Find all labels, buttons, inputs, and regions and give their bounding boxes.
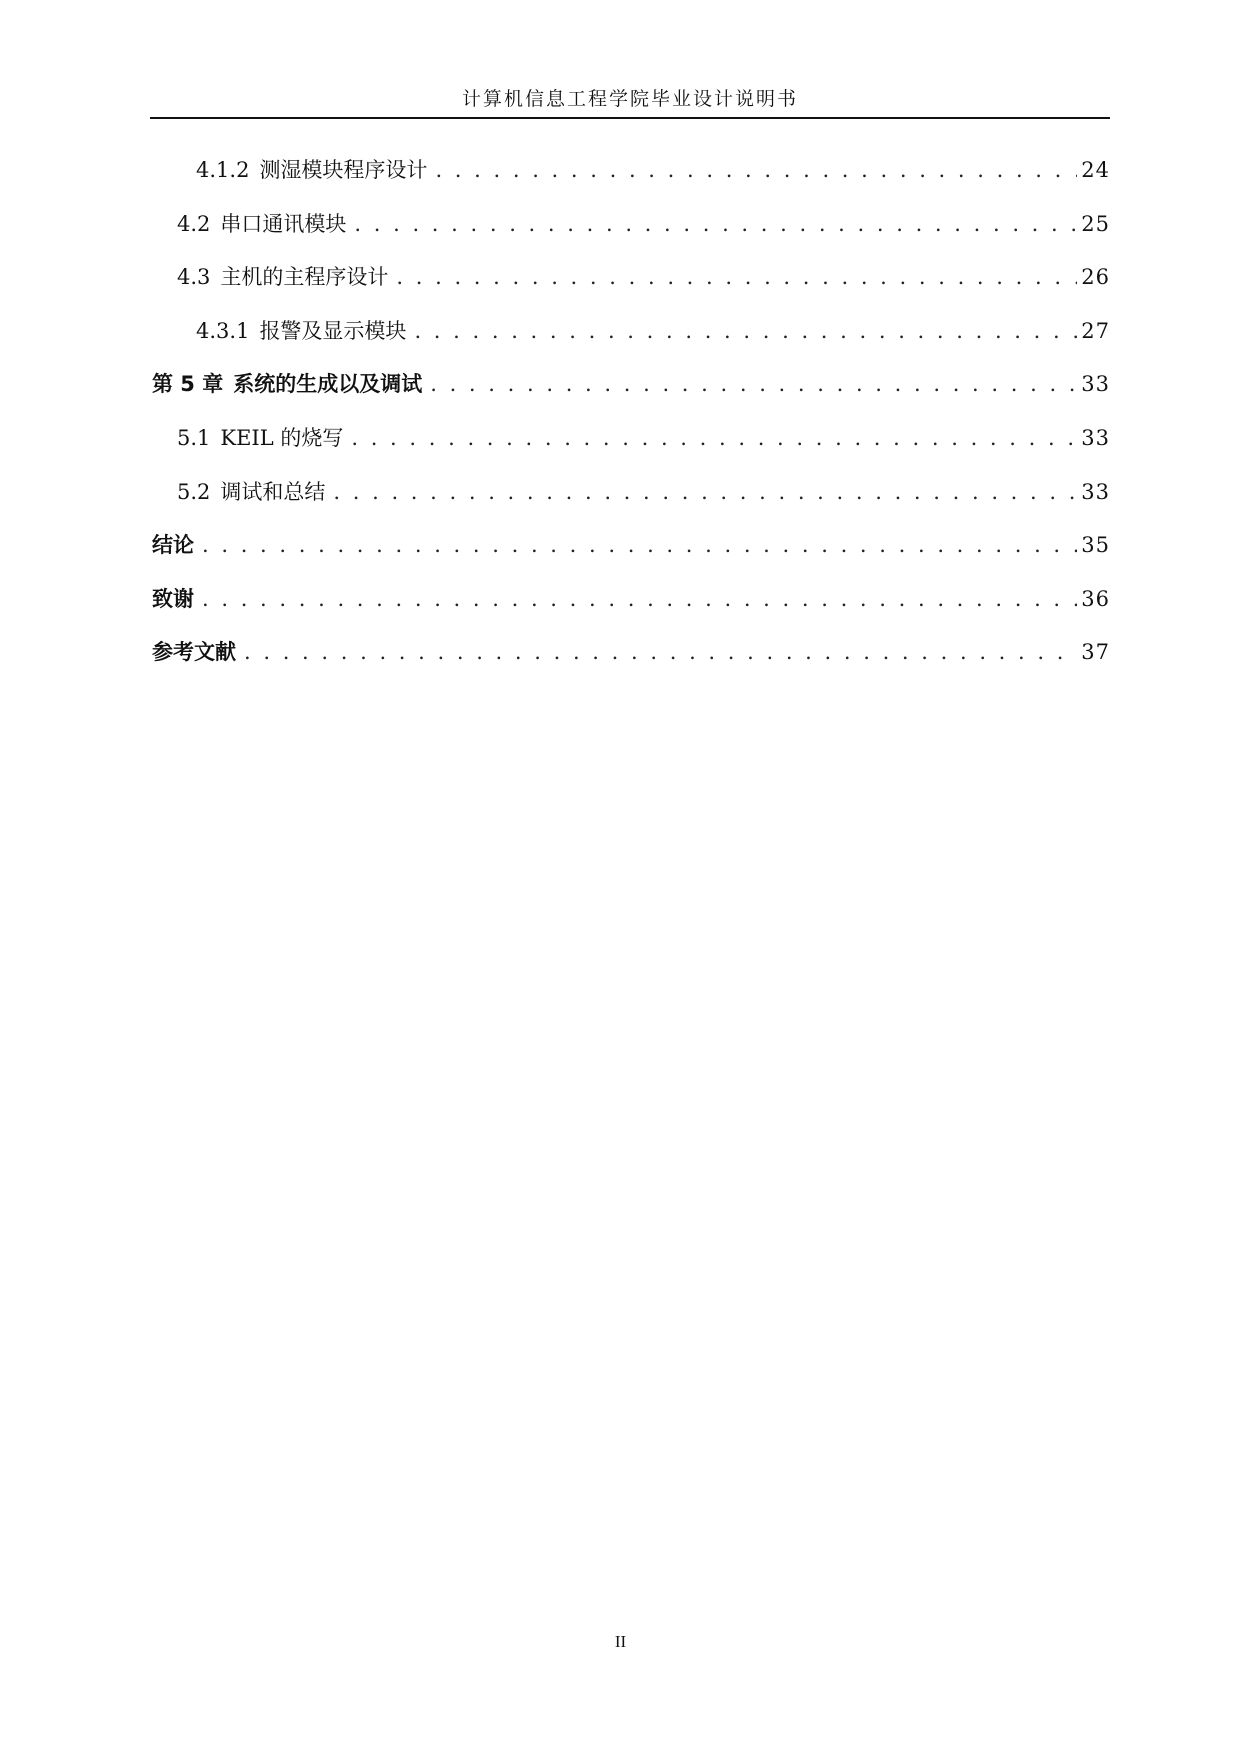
toc-entry-page: 33: [1081, 479, 1110, 504]
toc-entry-number: 4.3: [177, 265, 211, 290]
toc-entry[interactable]: [150, 204, 1110, 258]
toc-entry-title: 报警及显示模块: [259, 318, 407, 343]
toc-chapter-entry[interactable]: [150, 632, 1110, 686]
toc-entry-title: 主机的主程序设计: [220, 265, 389, 290]
toc-entry-number: 5.2: [177, 479, 211, 504]
toc-entry-title: 系统的生成以及调试: [233, 372, 423, 397]
toc-chapter-entry[interactable]: [150, 525, 1110, 579]
toc-entry[interactable]: [150, 257, 1110, 311]
toc-entry-page: 36: [1081, 586, 1110, 611]
toc-entry[interactable]: [150, 150, 1110, 204]
toc-entry-page: 24: [1081, 158, 1110, 182]
toc-dot-leader: [244, 632, 1077, 672]
toc-dot-leader: [430, 364, 1077, 404]
page-number: II: [614, 1632, 627, 1651]
toc-entry-page: 26: [1081, 265, 1110, 290]
toc-entry-label: [152, 364, 422, 404]
toc-entry-label: [152, 525, 194, 565]
toc-entry[interactable]: [150, 311, 1110, 365]
toc-dot-leader: [351, 418, 1077, 458]
toc-entry-title: 参考文献: [152, 640, 236, 665]
toc-entry-label: [152, 579, 194, 619]
toc-entry-label: [177, 204, 346, 244]
toc-dot-leader: [354, 204, 1077, 244]
toc-dot-leader: [396, 257, 1077, 297]
table-of-contents: [150, 150, 1110, 686]
toc-entry-title: KEIL 的烧写: [220, 425, 344, 450]
toc-entry-page: 35: [1081, 533, 1110, 558]
toc-entry-label: [152, 632, 236, 672]
toc-entry-title: 调试和总结: [220, 479, 326, 504]
toc-entry-page: 25: [1081, 211, 1110, 236]
toc-dot-leader: [202, 525, 1077, 565]
toc-entry[interactable]: [150, 418, 1110, 472]
toc-entry-page: 33: [1081, 372, 1110, 397]
toc-entry-number: 5.1: [177, 425, 211, 450]
toc-entry-title: 致谢: [152, 586, 194, 611]
header-rule: [150, 117, 1110, 119]
toc-dot-leader: [435, 150, 1077, 190]
toc-chapter-entry[interactable]: [150, 579, 1110, 633]
toc-dot-leader: [202, 579, 1077, 619]
toc-entry-number: 第 5 章: [152, 372, 224, 397]
toc-entry-page: 27: [1081, 318, 1110, 343]
toc-entry-number: 4.3.1: [196, 318, 250, 343]
toc-chapter-entry[interactable]: [150, 364, 1110, 418]
toc-entry-label: [177, 257, 388, 297]
toc-entry-page: 33: [1081, 425, 1110, 450]
toc-entry-label: [177, 472, 325, 512]
toc-entry-title: 测湿模块程序设计: [259, 158, 428, 182]
toc-entry-title: 结论: [152, 533, 194, 558]
running-header: 计算机信息工程学院毕业设计说明书: [461, 88, 798, 110]
toc-dot-leader: [333, 472, 1077, 512]
toc-entry-label: [196, 150, 427, 190]
toc-entry-label: [196, 311, 406, 351]
toc-entry-number: 4.2: [177, 211, 211, 236]
toc-entry[interactable]: [150, 472, 1110, 526]
toc-entry-number: 4.1.2: [196, 158, 250, 182]
toc-dot-leader: [414, 311, 1077, 351]
toc-entry-label: [177, 418, 343, 458]
toc-entry-title: 串口通讯模块: [220, 211, 347, 236]
toc-entry-page: 37: [1081, 640, 1110, 665]
